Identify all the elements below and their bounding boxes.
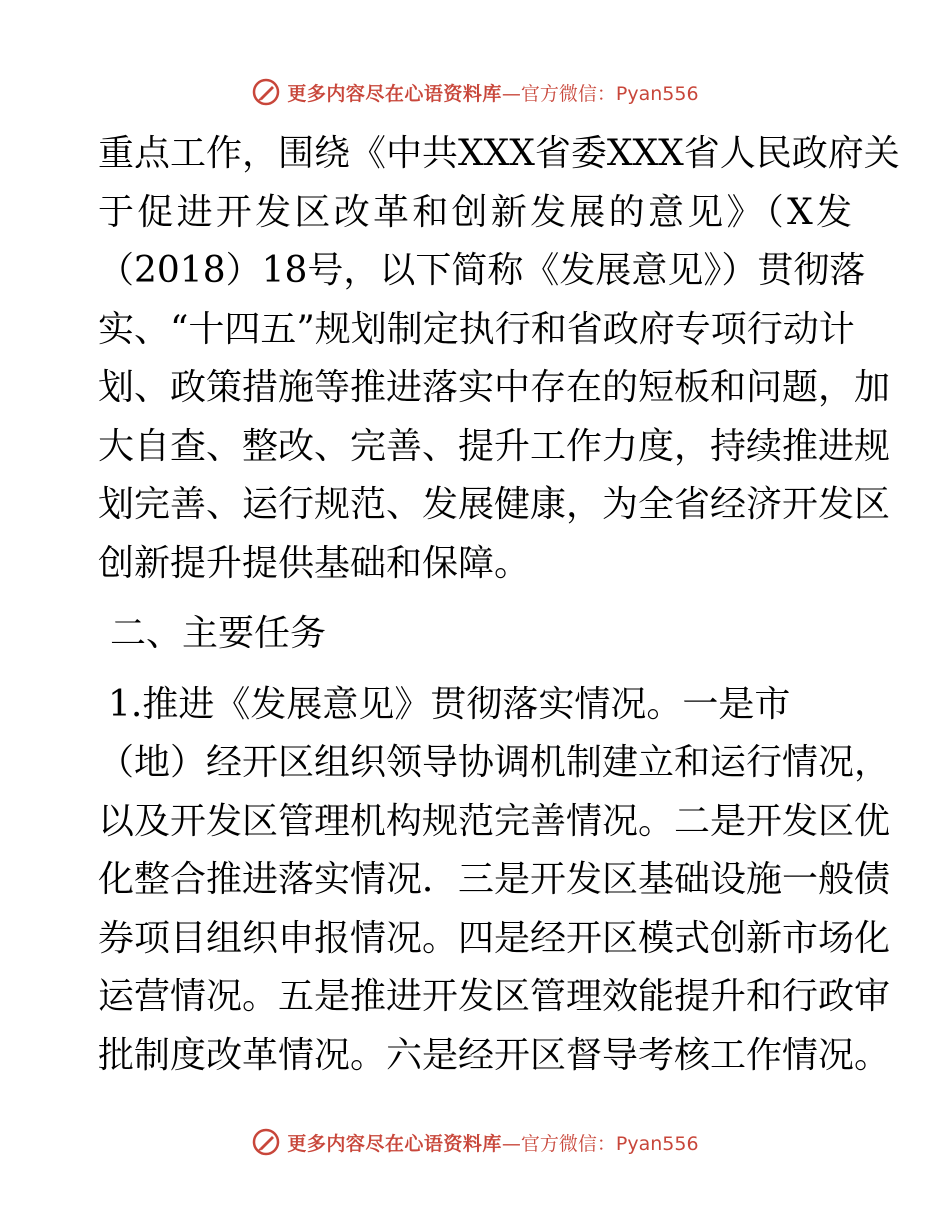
task-item-1 <box>98 676 891 1086</box>
header-wechat: —官方微信：Pyan556 <box>501 82 699 105</box>
text-line: 以及开发区管理机构规范完善情况。二是开发区优 <box>98 800 891 842</box>
footer-watermark <box>0 1122 950 1162</box>
footer-wechat: —官方微信：Pyan556 <box>501 1132 699 1155</box>
document-body <box>98 125 900 1085</box>
text-line: 重点工作，围绕《中共XXX省委XXX省人民政府关 <box>98 133 900 174</box>
text-line: 划完善、运行规范、发展健康，为全省经济开发区 <box>98 484 891 525</box>
pen-logo-icon <box>251 1127 281 1157</box>
text-line: （地）经开区组织领导协调机制建立和运行情况， <box>98 742 891 783</box>
text-line: 于促进开发区改革和创新发展的意见》（X发 <box>98 191 852 233</box>
text-line: 大自查、整改、完善、提升工作力度，持续推进规 <box>98 425 891 467</box>
footer-text: 更多内容尽在心语资料库 <box>287 1132 502 1155</box>
text-line: 实、“十四五”规划制定执行和省政府专项行动计 <box>98 308 855 350</box>
header-text: 更多内容尽在心语资料库 <box>287 82 502 105</box>
text-line: 创新提升提供基础和保障。 <box>98 542 531 584</box>
section-heading: 二、主要任务 <box>110 613 327 654</box>
pen-logo-icon <box>251 77 281 107</box>
text-line: 划、政策措施等推进落实中存在的短板和问题，加 <box>98 367 891 408</box>
text-line: 运营情况。五是推进开发区管理效能提升和行政审 <box>98 976 891 1017</box>
text-line: 化整合推进落实情况．三是开发区基础设施一般债 <box>98 859 891 900</box>
paragraph-1 <box>98 125 900 593</box>
header-watermark <box>0 72 950 112</box>
text-line: 券项目组织申报情况。四是经开区模式创新市场化 <box>98 917 891 959</box>
text-line: （2018）18号，以下简称《发展意见》）贯彻落 <box>98 250 866 291</box>
text-line: 1.推进《发展意见》贯彻落实情况。一是市 <box>108 683 791 725</box>
text-line: 批制度改革情况。六是经开区督导考核工作情况。 <box>98 1034 891 1076</box>
